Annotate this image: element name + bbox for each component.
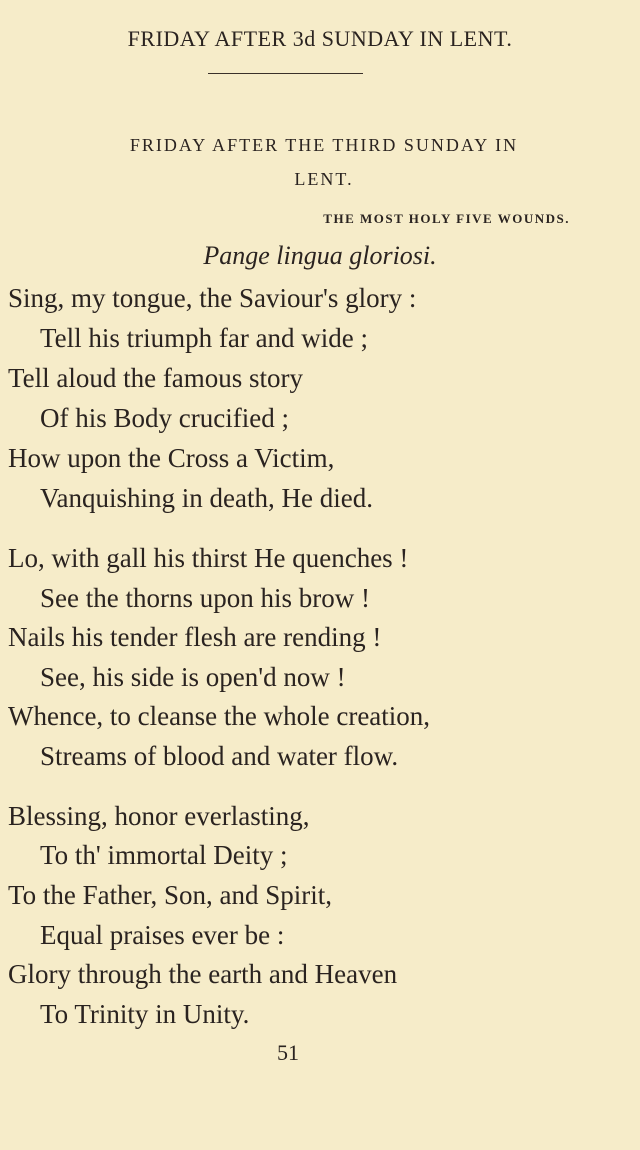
verse-line: Glory through the earth and Heaven: [8, 959, 398, 989]
verse-line: Streams of blood and water flow.: [40, 741, 399, 771]
verse-line: Vanquishing in death, He died.: [40, 483, 373, 513]
verse-line: Tell aloud the famous story: [8, 363, 304, 393]
running-head: FRIDAY AFTER 3d SUNDAY IN LENT.: [127, 26, 513, 51]
page-number: 51: [277, 1040, 299, 1065]
verse-line: Nails his tender flesh are rending !: [8, 622, 382, 652]
verse-line: Sing, my tongue, the Saviour's glory :: [8, 283, 417, 313]
verse-line: Tell his triumph far and wide ;: [40, 323, 369, 353]
verse-line: See the thorns upon his brow !: [40, 583, 370, 613]
header-rule: [208, 73, 363, 74]
verse-line: How upon the Cross a Victim,: [8, 443, 335, 473]
verse-line: Lo, with gall his thirst He quenches !: [8, 543, 409, 573]
verse-line: Of his Body crucified ;: [40, 403, 289, 433]
verse-line: See, his side is open'd now !: [40, 662, 346, 692]
section-title-line-1: FRIDAY AFTER THE THIRD SUNDAY IN: [129, 135, 519, 155]
section-title: [24, 128, 624, 196]
verse-line: Whence, to cleanse the whole creation,: [8, 701, 431, 731]
verse-line: Blessing, honor everlasting,: [8, 801, 310, 831]
verse-line: To the Father, Son, and Spirit,: [8, 880, 332, 910]
verse-line: To th' immortal Deity ;: [40, 840, 288, 870]
verse-line: Equal praises ever be :: [40, 920, 285, 950]
latin-incipit: Pange lingua gloriosi.: [203, 241, 437, 270]
section-title-line-2: LENT.: [294, 169, 354, 189]
verse-line: To Trinity in Unity.: [40, 999, 250, 1029]
hymn-subtitle: THE MOST HOLY FIVE WOUNDS.: [323, 211, 570, 226]
